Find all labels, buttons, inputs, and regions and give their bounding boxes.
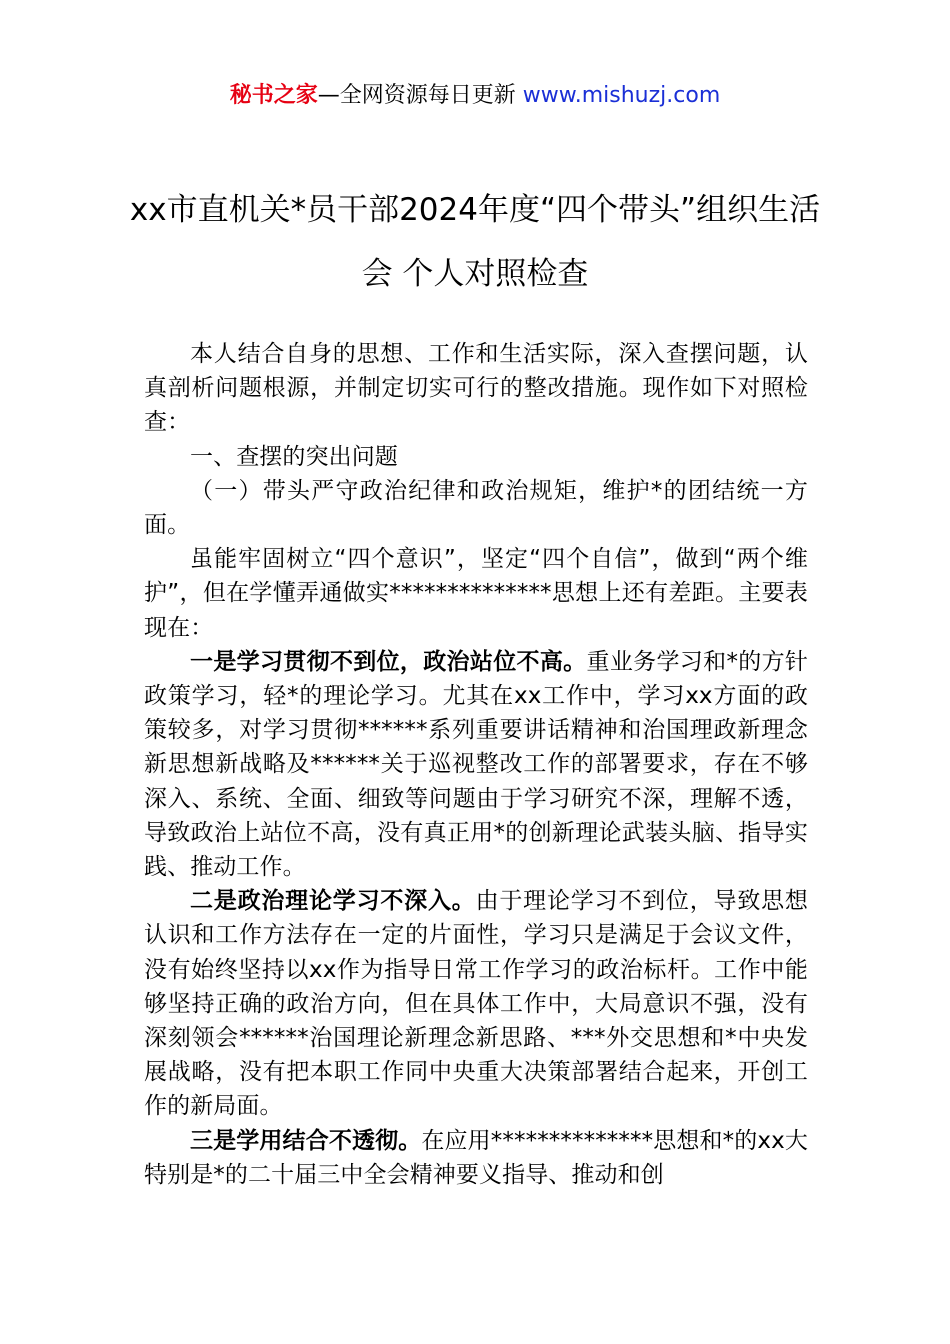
document-body <box>144 337 808 1192</box>
problem-1-heading: 一是学习贯彻不到位，政治站位不高。 <box>190 648 587 675</box>
problem-1-text: 重业务学习和*的方针政策学习，轻*的理论学习。尤其在xx工作中，学习xx方面的政策较多，对学习贯彻******系列重要讲话精神和治国理政新理念新思想新战略及******关于巡视整改工作的部署要求，存在不够深入、系统、全面、细致等问题由于学习研究不深，理解不透，导致政治上站位不高，没有真正用*的创新理论武装头脑、指导实践、推动工作。 <box>144 648 809 881</box>
subsection-heading: （一）带头严守政治纪律和政治规矩，维护*的团结统一方面。 <box>144 477 808 539</box>
site-slogan: —全网资源每日更新 <box>317 83 523 108</box>
section-heading: 一、查摆的突出问题 <box>190 443 398 470</box>
summary-paragraph: 虽能牢固树立“四个意识”，坚定“四个自信”，做到“两个维护”，但在学懂弄通做实**************思想上还有差距。主要表现在： <box>144 546 808 641</box>
site-brand: 秘书之家 <box>229 83 318 108</box>
problem-3-heading: 三是学用结合不透彻。 <box>190 1127 422 1154</box>
problem-2-text: 由于理论学习不到位，导致思想认识和工作方法存在一定的片面性，学习只是满足于会议文件，没有始终坚持以xx作为指导日常工作学习的政治标杆。工作中能够坚持正确的政治方向，但在具体工作中，大局意识不强，没有深刻领会******治国理论新理念新思路、***外交思想和*中央发展战略，没有把本职工作同中央重大决策部署结合起来，开创工作的新局面。 <box>144 888 809 1120</box>
problem-2-heading: 二是政治理论学习不深入。 <box>190 888 476 915</box>
document-title: xx市直机关*员干部2024年度“四个带头”组织生活会 个人对照检查 <box>129 192 821 292</box>
problem-paragraph-3 <box>144 1124 808 1192</box>
problem-paragraph-1 <box>144 645 808 884</box>
intro-paragraph: 本人结合自身的思想、工作和生活实际，深入查摆问题，认真剖析问题根源，并制定切实可行的整改措施。现作如下对照检查： <box>144 341 808 436</box>
problem-paragraph-2 <box>144 884 808 1123</box>
problem-3-text: 在应用**************思想和*的xx大特别是*的二十届三中全会精神要义指导、推动和创 <box>144 1127 808 1188</box>
site-header <box>0 80 950 112</box>
site-url-link[interactable]: www.mishuzj.com <box>522 83 721 108</box>
